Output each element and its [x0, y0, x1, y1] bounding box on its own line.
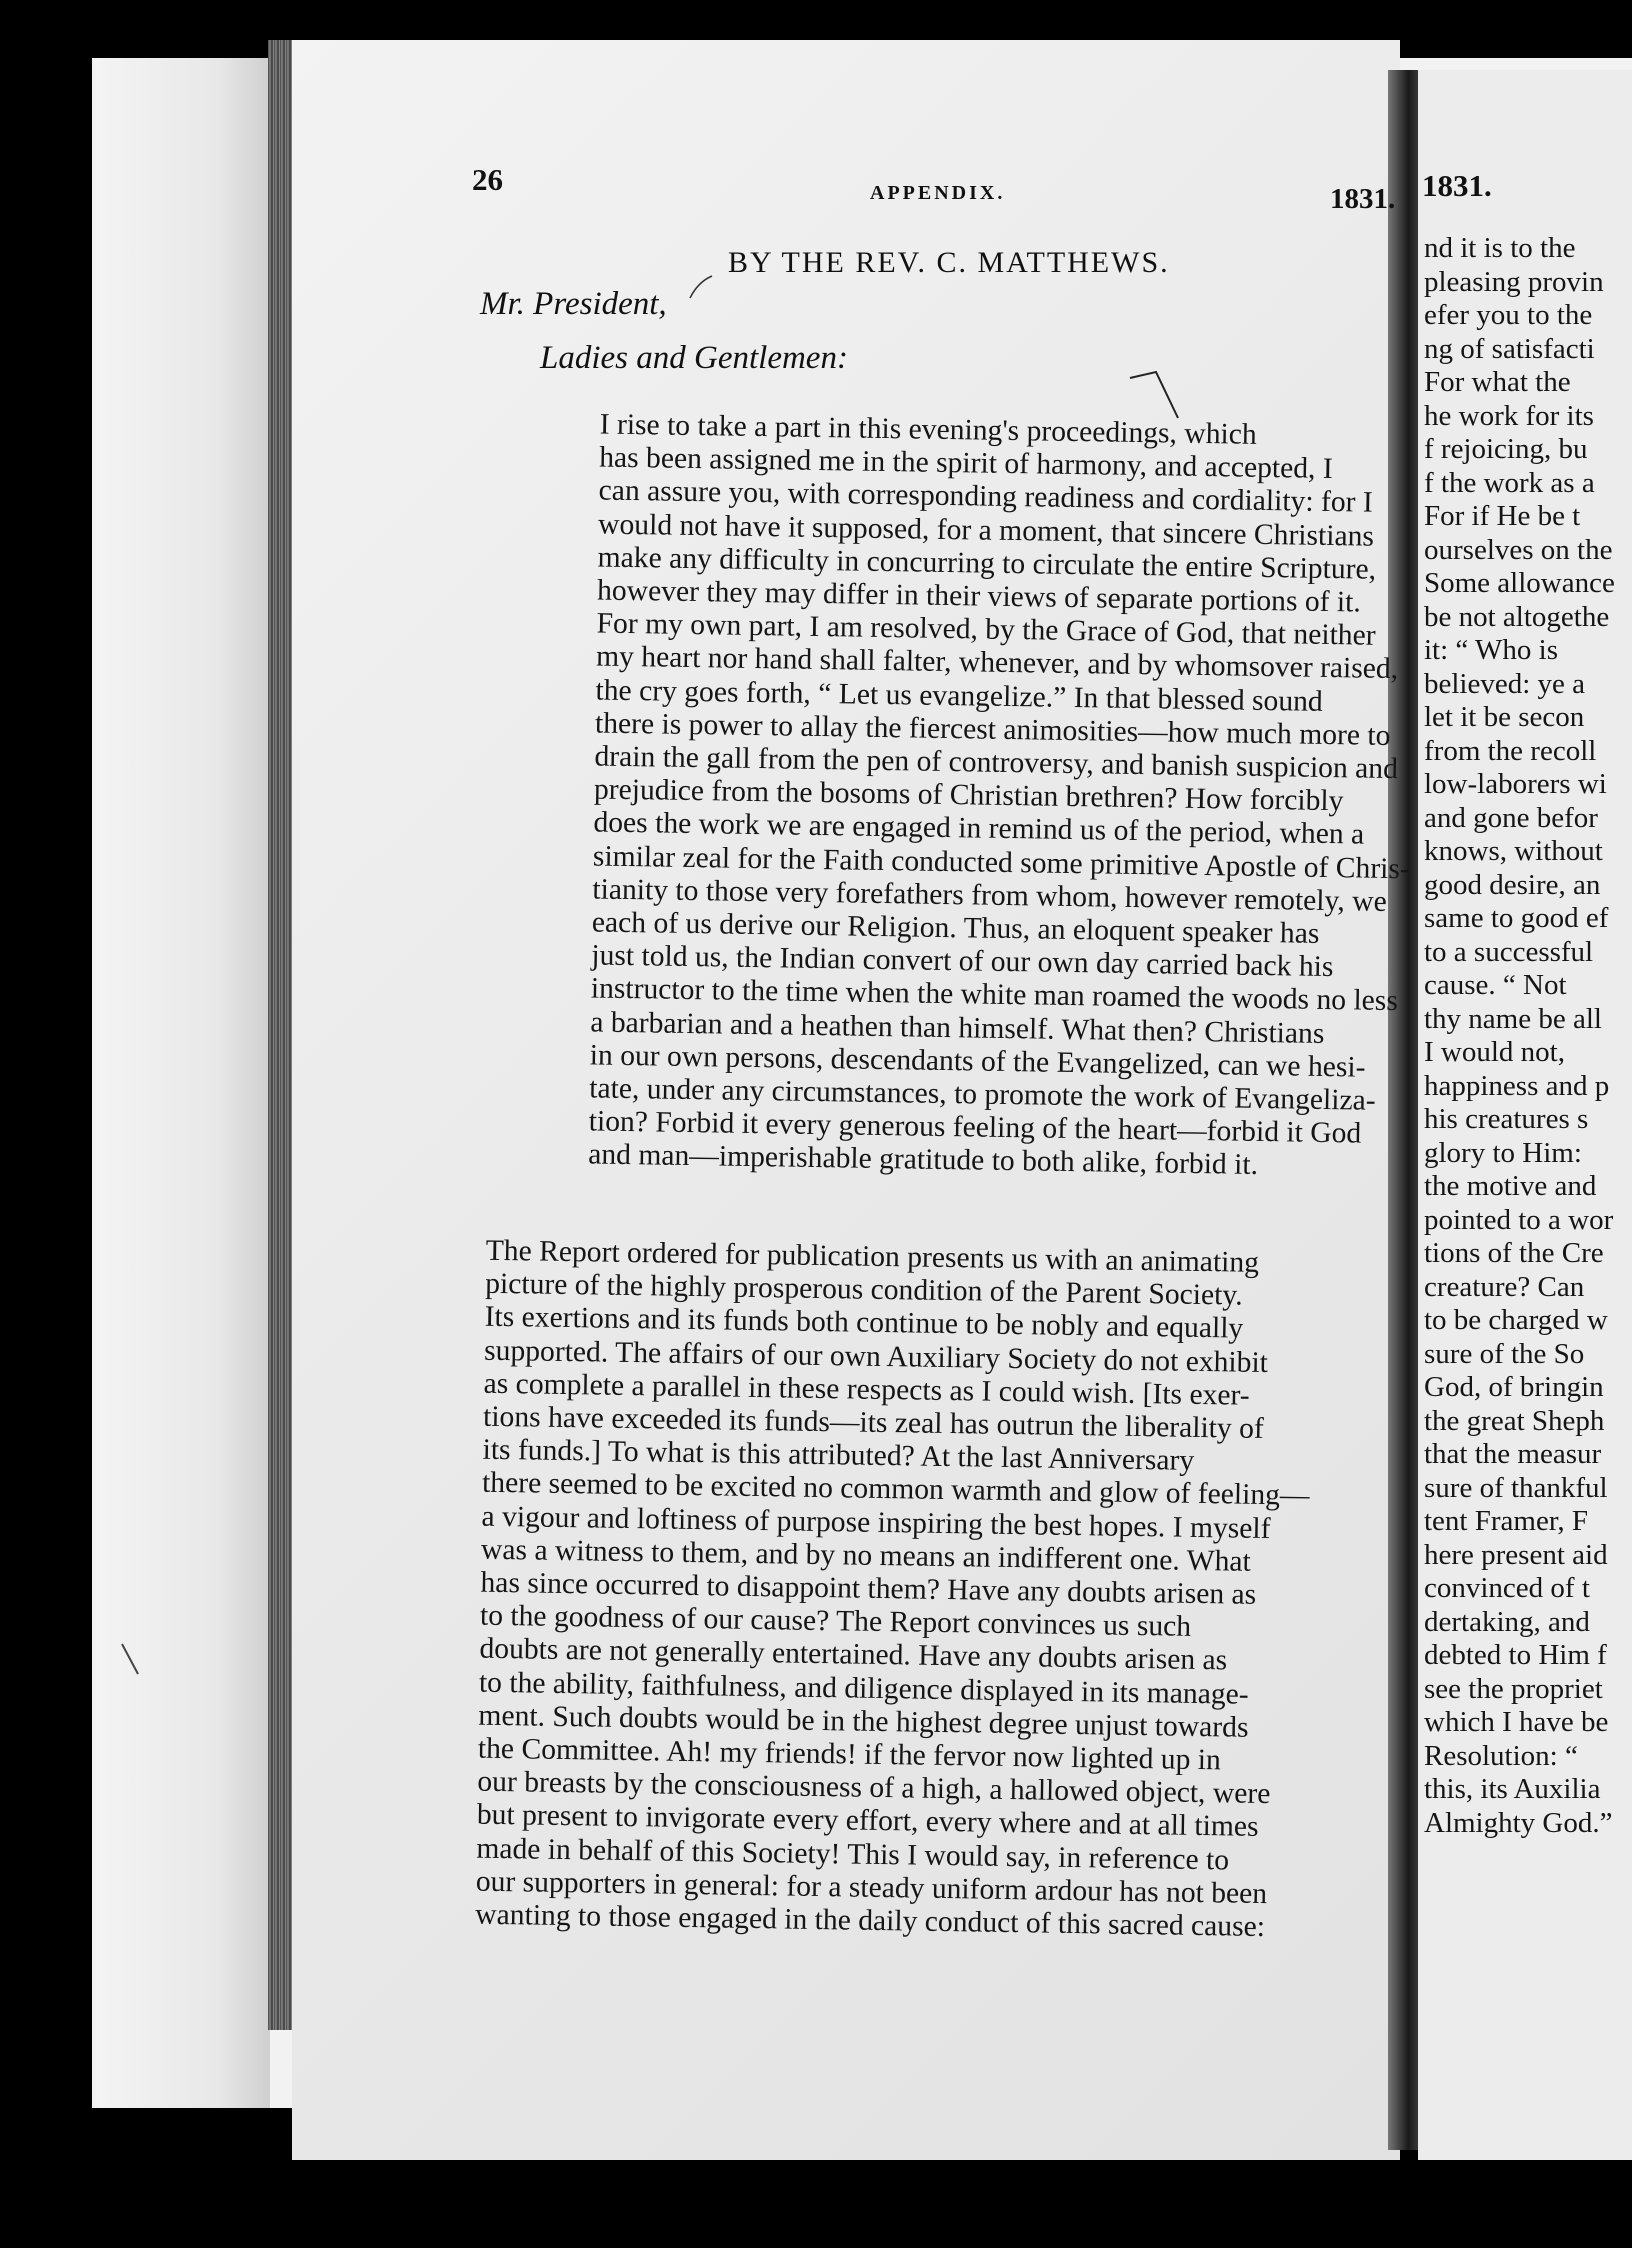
right-text-line: debted to Him f — [1424, 1639, 1607, 1671]
right-text-line: low-laborers wi — [1424, 768, 1607, 800]
text-line: however they may differ in their views of separate portions of it. — [596, 574, 1362, 619]
text-line: our breasts by the consciousness of a high, a hallowed object, were — [477, 1765, 1271, 1811]
text-line: ment. Such doubts would be in the highest degree unjust towards — [478, 1699, 1249, 1744]
right-page-year: 1831. — [1422, 168, 1492, 203]
text-line: there is power to allay the fiercest animosities—how much more to — [594, 707, 1391, 752]
right-text-line: knows, without — [1424, 835, 1603, 867]
text-line: but present to invigorate every effort, every where and at all times — [476, 1799, 1259, 1844]
pencil-mark — [1128, 370, 1188, 440]
right-text-line: Resolution: “ — [1424, 1739, 1578, 1772]
text-line: prejudice from the bosoms of Christian brethren? How forcibly — [593, 773, 1344, 818]
page-number: 26 — [472, 162, 503, 197]
text-line: my heart nor hand shall falter, whenever, and by whomsover raised, — [595, 640, 1399, 686]
text-line: has since occurred to disappoint them? Have any doubts arisen as — [480, 1566, 1257, 1611]
text-line: tion? Forbid it every generous feeling of the heart—forbid it God — [588, 1105, 1362, 1150]
text-line: to the ability, faithfulness, and diligence displayed in its manage- — [478, 1666, 1249, 1711]
right-text-line: tent Framer, F — [1424, 1505, 1588, 1537]
right-text-line: creature? Can — [1424, 1270, 1585, 1303]
text-line: was a witness to them, and by no means an indifferent one. What — [480, 1533, 1252, 1578]
text-line: tate, under any circumstances, to promote the work of Evangeliza- — [589, 1072, 1376, 1117]
text-line: tions have exceeded its funds—its zeal has outrun the liberality of — [482, 1400, 1265, 1445]
right-text-line: convinced of t — [1424, 1572, 1590, 1604]
text-line: drain the gall from the pen of controversy, and banish suspicion and — [594, 740, 1399, 786]
text-line: just told us, the Indian convert of our own day carried back his — [591, 939, 1334, 984]
right-text-line: to a successful — [1424, 935, 1594, 968]
right-text-line: f rejoicing, bu — [1424, 433, 1588, 465]
text-line: would not have it supposed, for a moment, that sincere Christians — [597, 508, 1375, 553]
right-text-line: this, its Auxilia — [1424, 1773, 1601, 1805]
text-line: The Report ordered for publication presents us with an animating — [485, 1234, 1260, 1279]
running-head-section: APPENDIX. — [870, 182, 1006, 204]
right-text-line: let it be secon — [1424, 701, 1585, 733]
right-text-line: nd it is to the — [1424, 232, 1576, 264]
right-text-line: Some allowance — [1424, 567, 1615, 599]
right-text-line: the motive and — [1424, 1170, 1597, 1202]
right-text-line: the great Sheph — [1424, 1404, 1605, 1437]
text-line: does the work we are engaged in remind us of the period, when a — [593, 806, 1365, 852]
paragraph-1 — [428, 406, 1411, 1185]
right-page-text — [1424, 232, 1632, 1840]
right-text-line: efer you to the — [1424, 299, 1593, 331]
book-spine — [268, 40, 294, 2030]
right-text-line: God, of bringin — [1424, 1371, 1604, 1403]
right-text-line: his creatures s — [1424, 1103, 1589, 1135]
right-text-line: ng of satisfacti — [1424, 332, 1595, 365]
left-board — [95, 58, 270, 2108]
paragraph-2 — [429, 1234, 1392, 1946]
text-line: instructor to the time when the white man roamed the woods no less — [590, 972, 1399, 1018]
pencil-mark — [118, 1640, 148, 1680]
text-line: each of us derive our Religion. Thus, an eloquent speaker has — [591, 906, 1320, 950]
text-line: a barbarian and a heathen than himself. What then? Christians — [590, 1006, 1325, 1050]
text-line: I rise to take a part in this evening's proceedings, which — [599, 408, 1257, 451]
text-line: picture of the highly prosperous condition of the Parent Society. — [484, 1267, 1243, 1312]
text-line: its funds.] To what is this attributed? At the last Anniversary — [482, 1433, 1195, 1478]
text-line: the Committee. Ah! my friends! if the fervor now lighted up in — [477, 1732, 1222, 1777]
right-text-line: which I have be — [1424, 1706, 1609, 1738]
right-text-line: he work for its — [1424, 399, 1594, 432]
gutter-shadow — [1388, 70, 1422, 2150]
salutation-audience: Ladies and Gentlemen: — [540, 340, 848, 376]
right-text-line: cause. “ Not — [1424, 969, 1567, 1001]
right-text-line: f the work as a — [1424, 466, 1595, 499]
right-text-line: sure of the So — [1424, 1337, 1585, 1370]
right-text-line: pleasing provin — [1424, 265, 1604, 298]
text-line: there seemed to be excited no common warmth and glow of feeling— — [481, 1467, 1310, 1513]
text-line: tianity to those very forefathers from whom, however remotely, we — [592, 873, 1387, 918]
running-head-year: 1831. — [1330, 183, 1396, 215]
text-line: can assure you, with corresponding readiness and cordiality: for I — [598, 474, 1373, 520]
text-line: the cry goes forth, “ Let us evangelize.” In that blessed sound — [595, 674, 1323, 718]
text-line: doubts are not generally entertained. Have any doubts arisen as — [479, 1633, 1228, 1677]
right-text-line: tions of the Cre — [1424, 1237, 1604, 1269]
right-text-line: For if He be t — [1424, 500, 1581, 532]
right-text-line: be not altogethe — [1424, 600, 1610, 633]
right-text-line: and gone befor — [1424, 801, 1598, 834]
text-line: to the goodness of our cause? The Report convinces us such — [479, 1599, 1192, 1644]
text-line: made in behalf of this Society! This I would say, in reference to — [476, 1832, 1230, 1877]
text-line: our supporters in general: for a steady uniform ardour has not been — [475, 1865, 1268, 1910]
salutation-president: Mr. President, — [480, 286, 667, 322]
right-text-line: that the measur — [1424, 1438, 1602, 1470]
text-line: has been assigned me in the spirit of harmony, and accepted, I — [598, 441, 1333, 486]
right-text-line: sure of thankful — [1424, 1471, 1608, 1504]
right-text-line: pointed to a wor — [1424, 1203, 1614, 1236]
right-text-line: from the recoll — [1424, 734, 1597, 767]
text-line: Its exertions and its funds both continue to be nobly and equally — [484, 1301, 1244, 1346]
text-line: a vigour and loftiness of purpose inspiring the best hopes. I myself — [481, 1500, 1271, 1545]
text-line: similar zeal for the Faith conducted some primitive Apostle of Chris- — [592, 840, 1411, 885]
right-text-line: happiness and p — [1424, 1069, 1610, 1102]
text-line: supported. The affairs of our own Auxiliary Society do not exhibit — [483, 1334, 1269, 1379]
right-text-line: dertaking, and — [1424, 1605, 1590, 1638]
right-text-line: see the propriet — [1424, 1672, 1603, 1705]
right-text-line: I would not, — [1424, 1036, 1565, 1068]
text-line: as complete a parallel in these respects as I could wish. [Its exer- — [483, 1367, 1250, 1412]
right-text-line: thy name be all — [1424, 1002, 1602, 1035]
right-text-line: to be charged w — [1424, 1304, 1608, 1336]
right-text-line: same to good ef — [1424, 902, 1609, 934]
right-text-line: For what the — [1424, 366, 1571, 398]
right-text-line: Almighty God.” — [1424, 1806, 1613, 1839]
text-line: For my own part, I am resolved, by the Grace of God, that neither — [596, 607, 1376, 652]
right-text-line: here present aid — [1424, 1538, 1608, 1571]
text-line: wanting to those engaged in the daily conduct of this sacred cause: — [475, 1898, 1266, 1944]
speaker-heading: BY THE REV. C. MATTHEWS. — [728, 246, 1170, 279]
pencil-mark — [686, 272, 716, 302]
text-line: make any difficulty in concurring to circulate the entire Scripture, — [597, 541, 1377, 586]
text-line: in our own persons, descendants of the Evangelized, can we hesi- — [589, 1039, 1366, 1084]
right-text-line: believed: ye a — [1424, 667, 1586, 700]
right-text-line: it: “ Who is — [1424, 634, 1558, 666]
right-text-line: good desire, an — [1424, 868, 1601, 901]
text-line: and man—imperishable gratitude to both alike, forbid it. — [588, 1138, 1259, 1182]
right-text-line: ourselves on the — [1424, 533, 1613, 566]
right-text-line: glory to Him: — [1424, 1136, 1582, 1169]
